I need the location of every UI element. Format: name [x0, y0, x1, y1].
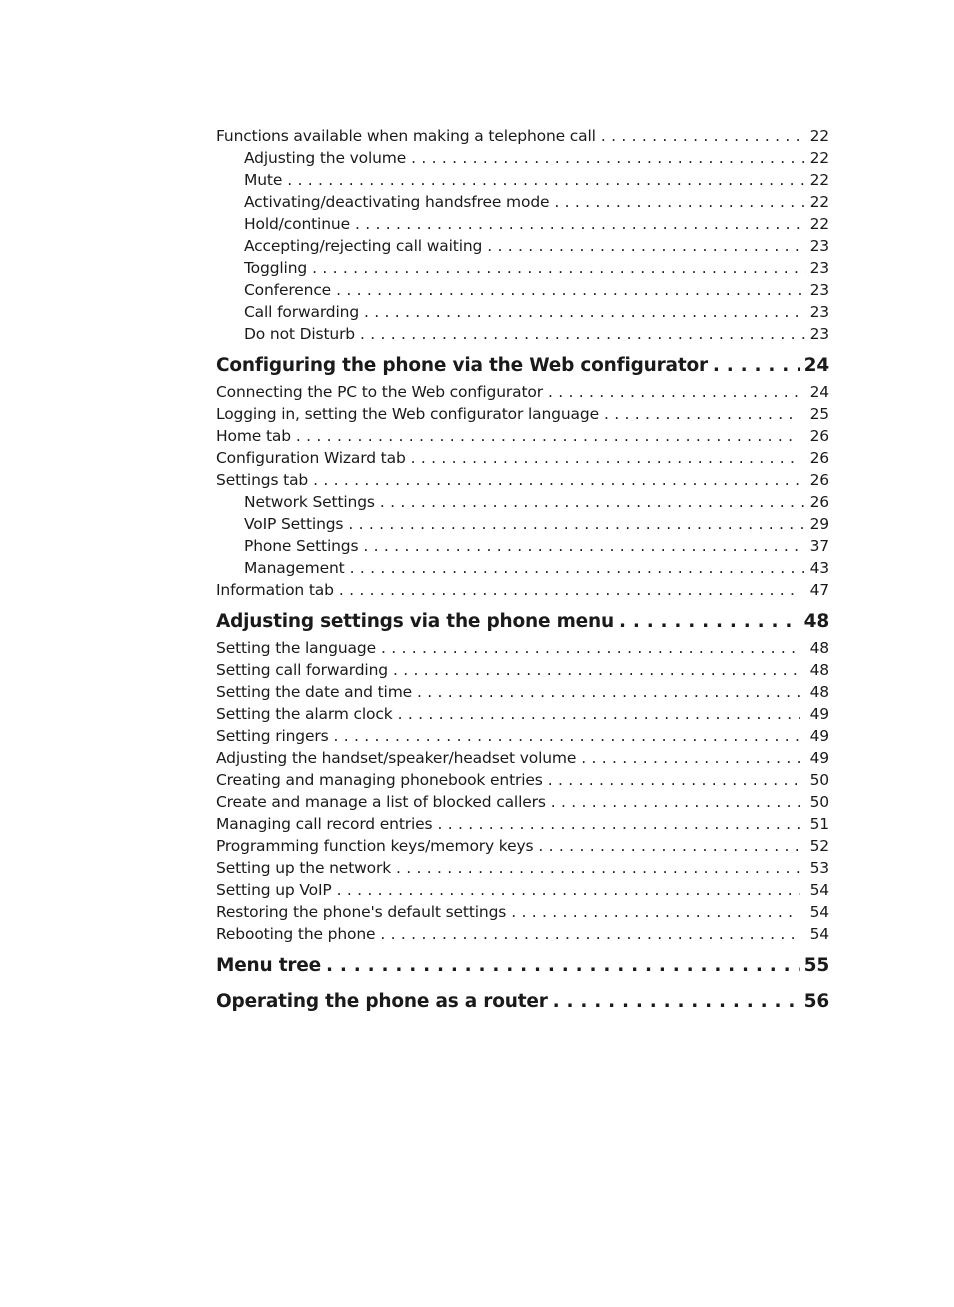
toc-entry-title: Setting up the network [216, 859, 392, 877]
toc-page-number: 54 [809, 903, 829, 921]
table-of-contents [216, 125, 829, 1017]
toc-page-number: 49 [809, 749, 829, 767]
toc-entry-title: Operating the phone as a router [216, 991, 548, 1012]
toc-subsection-entry[interactable] [216, 257, 829, 279]
toc-entry-title: Home tab [216, 427, 291, 445]
toc-page-number: 55 [803, 955, 829, 976]
toc-page-number: 50 [809, 771, 829, 789]
toc-page-number: 26 [809, 493, 829, 511]
toc-entry-title: Accepting/rejecting call waiting [244, 237, 483, 255]
toc-chapter-entry[interactable] [216, 987, 829, 1017]
toc-page-number: 53 [809, 859, 829, 877]
toc-entry-title: Setting the language [216, 639, 376, 657]
toc-chapter-entry[interactable] [216, 351, 829, 381]
toc-entry-title: Programming function keys/memory keys [216, 837, 534, 855]
toc-page-number: 24 [809, 383, 829, 401]
dot-leader [360, 323, 806, 345]
toc-entry-title: Adjusting the volume [244, 149, 407, 167]
toc-entry-title: Setting the date and time [216, 683, 413, 701]
toc-page-number: 54 [809, 925, 829, 943]
toc-page-number: 51 [809, 815, 829, 833]
toc-subsection-entry[interactable] [216, 535, 829, 557]
toc-subsection-entry[interactable] [216, 191, 829, 213]
dot-leader [380, 923, 800, 945]
toc-section-entry[interactable] [216, 469, 829, 491]
toc-page-number: 49 [809, 705, 829, 723]
toc-subsection-entry[interactable] [216, 235, 829, 257]
toc-entry-title: Configuring the phone via the Web configurator [216, 355, 708, 376]
dot-leader [337, 879, 800, 901]
toc-page-number: 48 [803, 611, 829, 632]
toc-entry-title: Setting up VoIP [216, 881, 332, 899]
toc-entry-title: Logging in, setting the Web configurator language [216, 405, 599, 423]
dot-leader [296, 425, 800, 447]
toc-entry-title: Conference [244, 281, 332, 299]
toc-page-number: 23 [809, 325, 829, 343]
toc-page-number: 23 [809, 303, 829, 321]
toc-page-number: 29 [809, 515, 829, 533]
dot-leader [581, 747, 800, 769]
toc-entry-title: Configuration Wizard tab [216, 449, 406, 467]
toc-page-number: 22 [809, 149, 829, 167]
toc-subsection-entry[interactable] [216, 169, 829, 191]
dot-leader [554, 191, 806, 213]
dot-leader [619, 607, 800, 637]
toc-page-number: 26 [809, 471, 829, 489]
toc-section-entry[interactable] [216, 769, 829, 791]
toc-page-number: 22 [809, 193, 829, 211]
toc-section-entry[interactable] [216, 381, 829, 403]
toc-page-number: 23 [809, 259, 829, 277]
toc-entry-title: Settings tab [216, 471, 309, 489]
toc-entry-title: Setting call forwarding [216, 661, 388, 679]
dot-leader [713, 351, 800, 381]
dot-leader [604, 403, 800, 425]
dot-leader [398, 703, 800, 725]
toc-subsection-entry[interactable] [216, 491, 829, 513]
toc-page-number: 52 [809, 837, 829, 855]
toc-page-number: 47 [809, 581, 829, 599]
toc-entry-title: Mute [244, 171, 283, 189]
toc-section-entry[interactable] [216, 125, 829, 147]
toc-entry-title: Call forwarding [244, 303, 360, 321]
toc-subsection-entry[interactable] [216, 557, 829, 579]
toc-entry-title: VoIP Settings [244, 515, 344, 533]
dot-leader [437, 813, 800, 835]
toc-page-number: 56 [803, 991, 829, 1012]
toc-page-number: 22 [809, 127, 829, 145]
toc-page-number: 48 [809, 639, 829, 657]
toc-page-number: 22 [809, 171, 829, 189]
toc-section-entry[interactable] [216, 879, 829, 901]
toc-subsection-entry[interactable] [216, 213, 829, 235]
dot-leader [348, 513, 806, 535]
dot-leader [355, 213, 806, 235]
dot-leader [312, 257, 806, 279]
toc-entry-title: Management [244, 559, 345, 577]
toc-section-entry[interactable] [216, 813, 829, 835]
dot-leader [380, 491, 806, 513]
toc-page-number: 26 [809, 427, 829, 445]
toc-section-entry[interactable] [216, 923, 829, 945]
toc-entry-title: Creating and managing phonebook entries [216, 771, 543, 789]
dot-leader [313, 469, 800, 491]
dot-leader [326, 951, 800, 981]
toc-entry-title: Managing call record entries [216, 815, 433, 833]
toc-page-number: 48 [809, 683, 829, 701]
dot-leader [411, 447, 800, 469]
dot-leader [553, 987, 800, 1017]
dot-leader [601, 125, 800, 147]
dot-leader [363, 535, 806, 557]
toc-entry-title: Functions available when making a telephone call [216, 127, 596, 145]
toc-subsection-entry[interactable] [216, 513, 829, 535]
toc-entry-title: Adjusting the handset/speaker/headset volume [216, 749, 577, 767]
toc-subsection-entry[interactable] [216, 301, 829, 323]
toc-section-entry[interactable] [216, 579, 829, 601]
toc-page-number: 22 [809, 215, 829, 233]
toc-section-entry[interactable] [216, 681, 829, 703]
toc-section-entry[interactable] [216, 901, 829, 923]
toc-entry-title: Setting the alarm clock [216, 705, 393, 723]
dot-leader [339, 579, 800, 601]
toc-section-entry[interactable] [216, 791, 829, 813]
toc-page-number: 24 [803, 355, 829, 376]
toc-entry-title: Rebooting the phone [216, 925, 376, 943]
toc-entry-title: Menu tree [216, 955, 321, 976]
toc-page-number: 23 [809, 281, 829, 299]
toc-subsection-entry[interactable] [216, 323, 829, 345]
dot-leader [511, 901, 800, 923]
toc-entry-title: Network Settings [244, 493, 375, 511]
toc-chapter-entry[interactable] [216, 607, 829, 637]
dot-leader [287, 169, 806, 191]
toc-entry-title: Connecting the PC to the Web configurator [216, 383, 543, 401]
dot-leader [548, 381, 800, 403]
toc-page-number: 43 [809, 559, 829, 577]
toc-page-number: 25 [809, 405, 829, 423]
toc-section-entry[interactable] [216, 857, 829, 879]
dot-leader [393, 659, 800, 681]
toc-entry-title: Phone Settings [244, 537, 359, 555]
dot-leader [487, 235, 806, 257]
toc-page-number: 23 [809, 237, 829, 255]
toc-entry-title: Activating/deactivating handsfree mode [244, 193, 550, 211]
toc-section-entry[interactable] [216, 725, 829, 747]
toc-page-number: 37 [809, 537, 829, 555]
toc-entry-title: Information tab [216, 581, 334, 599]
dot-leader [350, 557, 806, 579]
toc-section-entry[interactable] [216, 447, 829, 469]
toc-section-entry[interactable] [216, 403, 829, 425]
toc-entry-title: Setting ringers [216, 727, 329, 745]
toc-page-number: 54 [809, 881, 829, 899]
toc-section-entry[interactable] [216, 835, 829, 857]
toc-subsection-entry[interactable] [216, 279, 829, 301]
dot-leader [396, 857, 800, 879]
toc-entry-title: Hold/continue [244, 215, 350, 233]
toc-entry-title: Do not Disturb [244, 325, 355, 343]
dot-leader [417, 681, 800, 703]
toc-page-number: 50 [809, 793, 829, 811]
dot-leader [548, 769, 800, 791]
dot-leader [381, 637, 800, 659]
toc-chapter-entry[interactable] [216, 951, 829, 981]
dot-leader [551, 791, 800, 813]
toc-entry-title: Create and manage a list of blocked callers [216, 793, 546, 811]
toc-entry-title: Toggling [244, 259, 308, 277]
toc-entry-title: Adjusting settings via the phone menu [216, 611, 614, 632]
toc-page-number: 48 [809, 661, 829, 679]
toc-section-entry[interactable] [216, 425, 829, 447]
dot-leader [364, 301, 806, 323]
toc-page-number: 26 [809, 449, 829, 467]
toc-section-entry[interactable] [216, 703, 829, 725]
toc-section-entry[interactable] [216, 747, 829, 769]
toc-section-entry[interactable] [216, 637, 829, 659]
toc-section-entry[interactable] [216, 659, 829, 681]
dot-leader [334, 725, 800, 747]
dot-leader [336, 279, 806, 301]
dot-leader [411, 147, 806, 169]
dot-leader [538, 835, 800, 857]
toc-entry-title: Restoring the phone's default settings [216, 903, 507, 921]
toc-subsection-entry[interactable] [216, 147, 829, 169]
toc-page-number: 49 [809, 727, 829, 745]
